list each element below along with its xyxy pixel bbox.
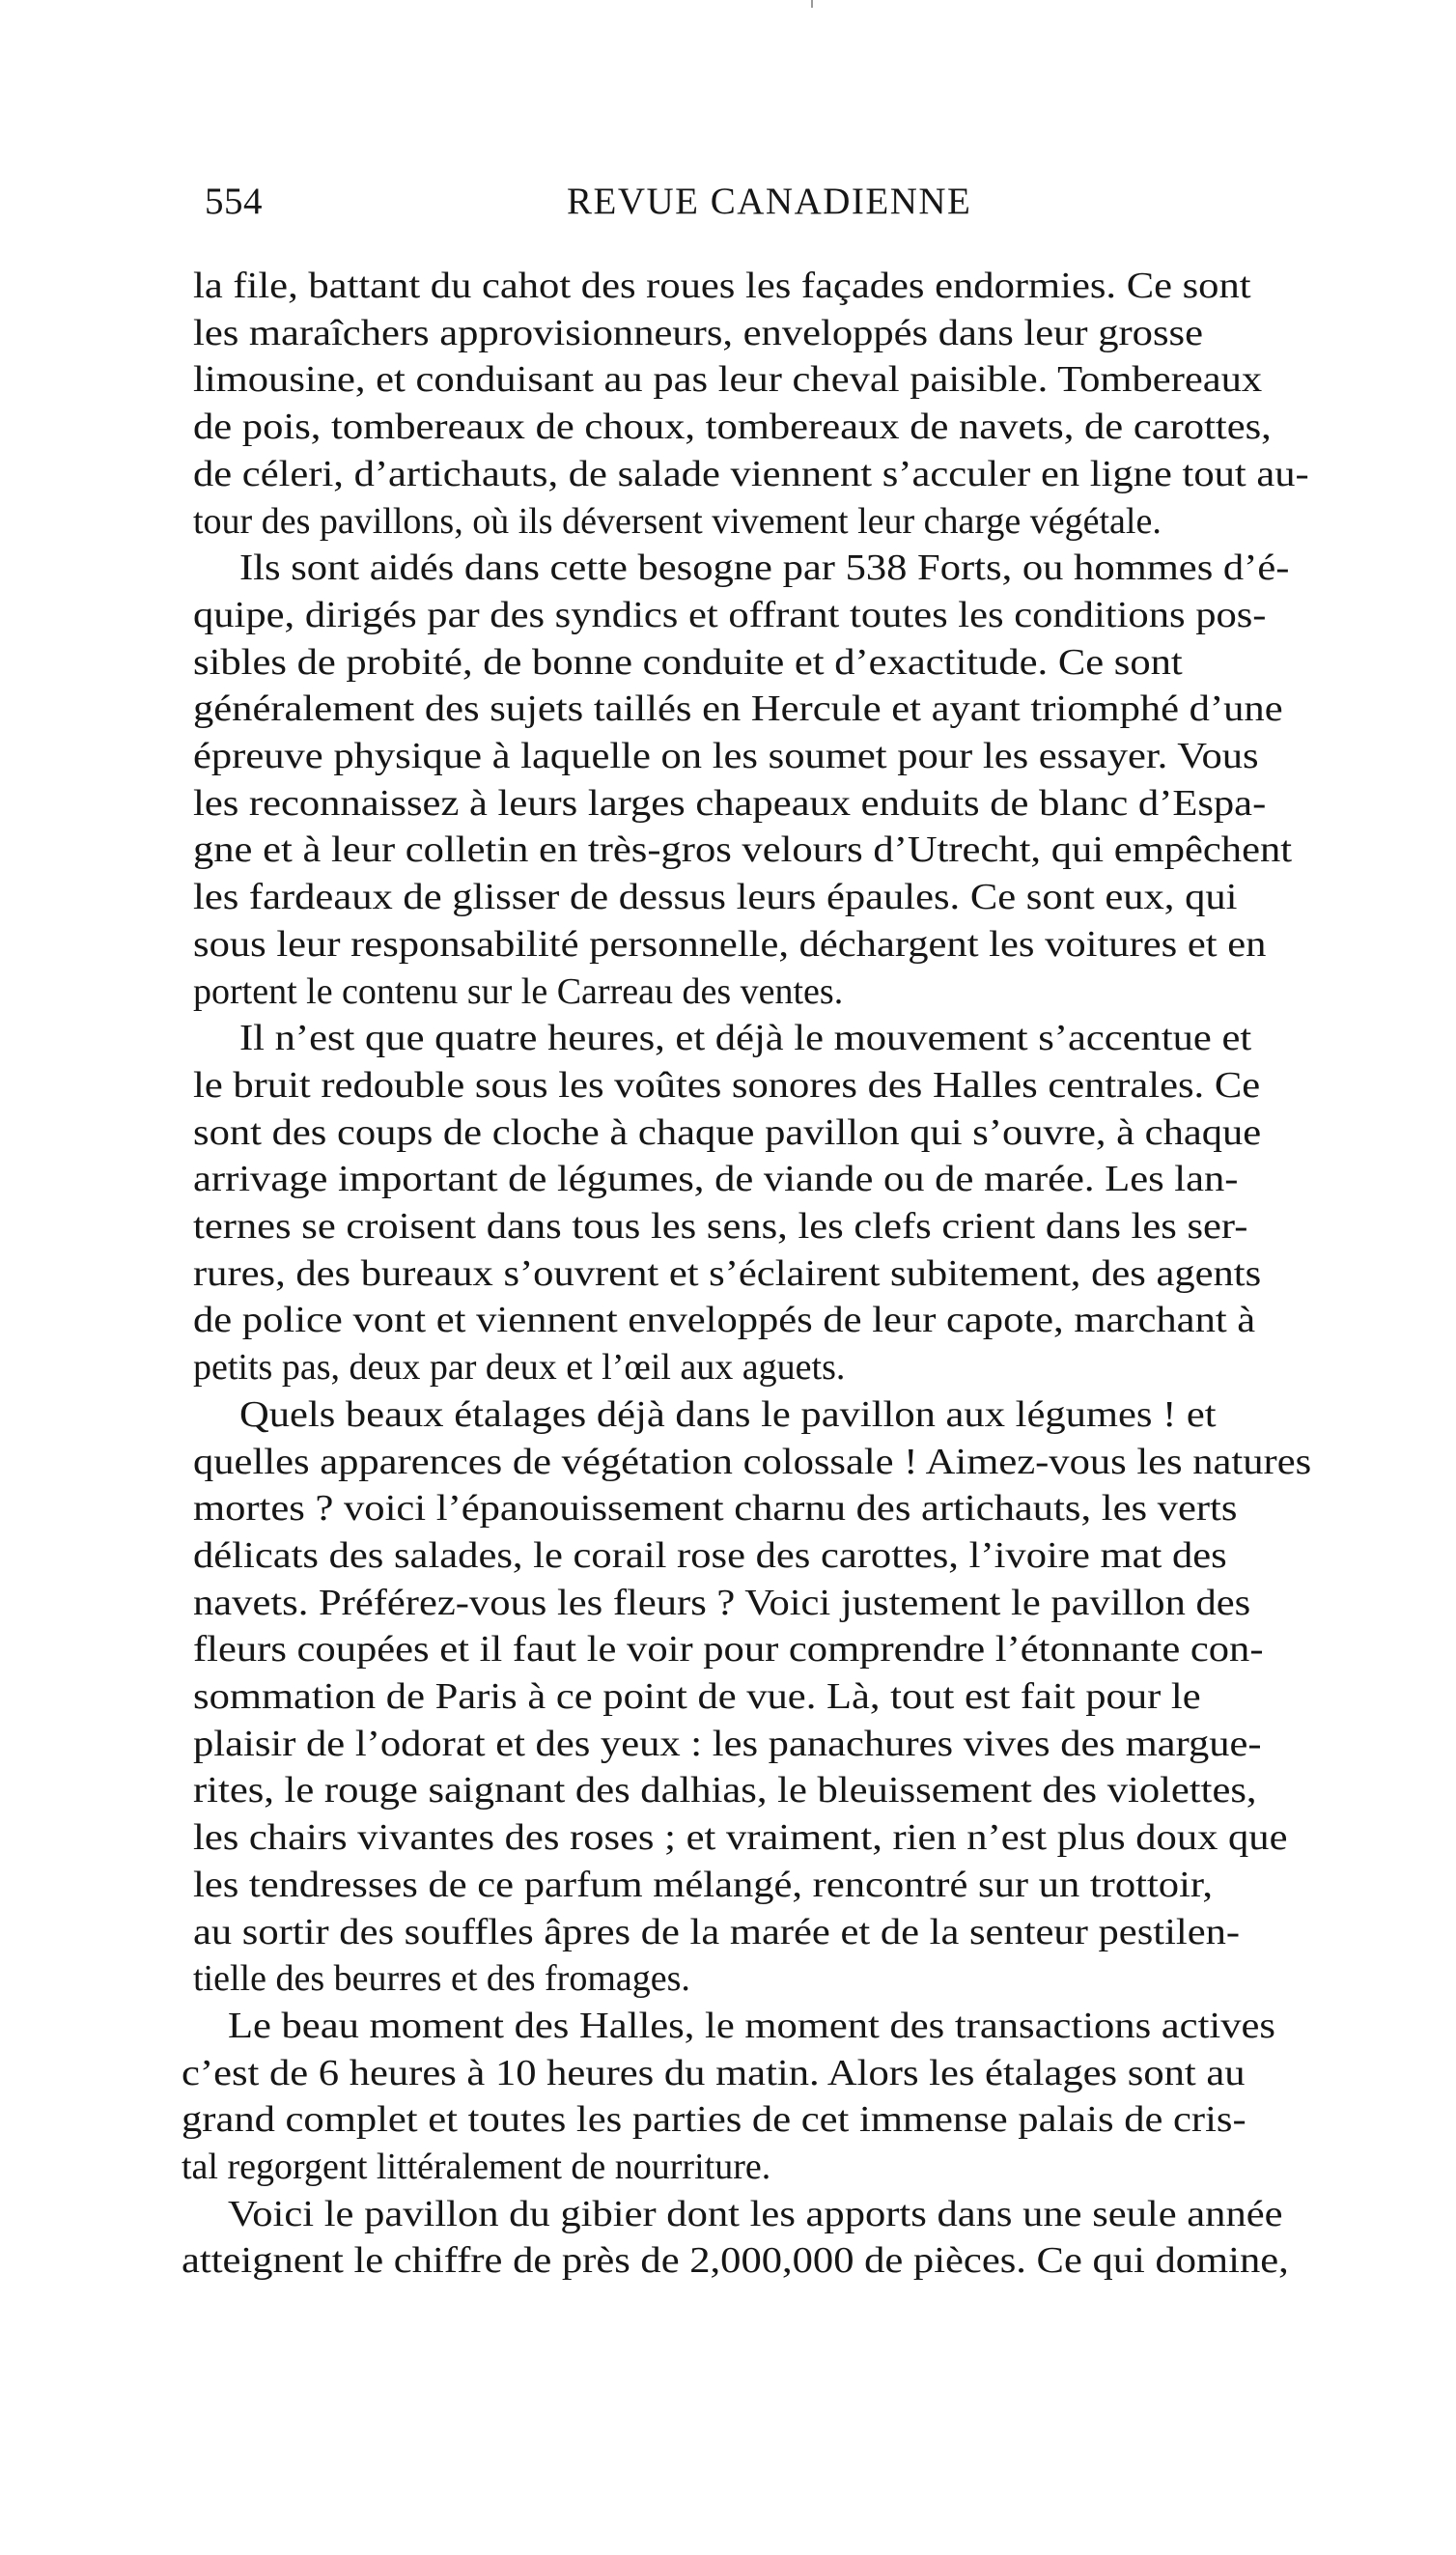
text-line: ternes se croisent dans tous les sens, les clefs crient dans les ser- <box>193 1206 1248 1247</box>
text-line: gne et à leur colletin en très-gros velours d’Utrecht, qui empêchent <box>193 829 1293 870</box>
text-line: sont des coups de cloche à chaque pavillon qui s’ouvre, à chaque <box>193 1112 1262 1153</box>
text-line: arrivage important de légumes, de viande ou de marée. Les lan- <box>193 1159 1239 1199</box>
text-line: navets. Préférez-vous les fleurs ? Voici justement le pavillon des <box>193 1583 1251 1623</box>
text-line: de pois, tombereaux de choux, tombereaux de navets, de carottes, <box>193 407 1272 447</box>
text-line: le bruit redouble sous les voûtes sonores des Halles centrales. Ce <box>193 1065 1261 1106</box>
text-line: la file, battant du cahot des roues les façades endormies. Ce sont <box>193 266 1251 306</box>
text-line: portent le contenu sur le Carreau des ventes. <box>193 971 844 1012</box>
text-line: épreuve physique à laquelle on les soumet pour les essayer. Vous <box>193 736 1259 776</box>
text-line: sommation de Paris à ce point de vue. Là, tout est fait pour le <box>193 1676 1201 1717</box>
text-line: les reconnaissez à leurs larges chapeaux enduits de blanc d’Espa- <box>193 783 1267 824</box>
text-line: grand complet et toutes les parties de cet immense palais de cris- <box>182 2099 1246 2140</box>
text-line: tour des pavillons, où ils déversent vivement leur charge végétale. <box>193 501 1162 542</box>
text-line: sibles de probité, de bonne conduite et d’exactitude. Ce sont <box>193 642 1183 683</box>
text-line: les tendresses de ce parfum mélangé, rencontré sur un trottoir, <box>193 1865 1214 1905</box>
text-line: de céleri, d’artichauts, de salade viennent s’acculer en ligne tout au- <box>193 454 1309 494</box>
text-line: de police vont et viennent enveloppés de leur capote, marchant à <box>193 1300 1256 1340</box>
text-line: rites, le rouge saignant des dalhias, le bleuissement des violettes, <box>193 1770 1257 1811</box>
text-line: Il n’est que quatre heures, et déjà le mouvement s’accentue et <box>239 1018 1252 1058</box>
text-line: tal regorgent littéralement de nourriture. <box>182 2147 771 2187</box>
text-line: au sortir des souffles âpres de la marée et de la senteur pestilen- <box>193 1912 1241 1952</box>
page-number: 554 <box>205 181 263 222</box>
text-line: fleurs coupées et il faut le voir pour comprendre l’étonnante con- <box>193 1629 1264 1670</box>
text-line: Ils sont aidés dans cette besogne par 538 Forts, ou hommes d’é- <box>239 548 1290 588</box>
text-line: mortes ? voici l’épanouissement charnu des artichauts, les verts <box>193 1488 1238 1529</box>
text-line: sous leur responsabilité personnelle, déchargent les voitures et en <box>193 924 1267 965</box>
text-line: rures, des bureaux s’ouvrent et s’éclairent subitement, des agents <box>193 1253 1262 1294</box>
running-header <box>205 180 1016 238</box>
text-line: généralement des sujets taillés en Hercule et ayant triomphé d’une <box>193 688 1283 729</box>
text-line: tielle des beurres et des fromages. <box>193 1958 690 1999</box>
text-line: quelles apparences de végétation colossale ! Aimez-vous les natures <box>193 1442 1312 1482</box>
text-line: c’est de 6 heures à 10 heures du matin. Alors les étalages sont au <box>182 2053 1246 2093</box>
running-title: REVUE CANADIENNE <box>567 181 972 222</box>
text-line: limousine, et conduisant au pas leur cheval paisible. Tombereaux <box>193 359 1263 400</box>
text-line: Voici le pavillon du gibier dont les apports dans une seule année <box>228 2194 1283 2234</box>
text-line: Le beau moment des Halles, le moment des transactions actives <box>228 2006 1275 2046</box>
text-line: les fardeaux de glisser de dessus leurs épaules. Ce sont eux, qui <box>193 877 1238 917</box>
text-line: délicats des salades, le corail rose des carottes, l’ivoire mat des <box>193 1535 1227 1576</box>
text-line: les chairs vivantes des roses ; et vraiment, rien n’est plus doux que <box>193 1817 1288 1858</box>
text-line: quipe, dirigés par des syndics et offrant toutes les conditions pos- <box>193 595 1267 635</box>
text-line: plaisir de l’odorat et des yeux : les panachures vives des margue- <box>193 1724 1262 1764</box>
top-scan-mark <box>811 0 813 8</box>
text-line: les maraîchers approvisionneurs, enveloppés dans leur grosse <box>193 313 1203 353</box>
text-line: petits pas, deux par deux et l’œil aux aguets. <box>193 1347 846 1388</box>
text-line: Quels beaux étalages déjà dans le pavillon aux légumes ! et <box>239 1394 1217 1435</box>
text-line: atteignent le chiffre de près de 2,000,000 de pièces. Ce qui domine, <box>182 2240 1289 2281</box>
